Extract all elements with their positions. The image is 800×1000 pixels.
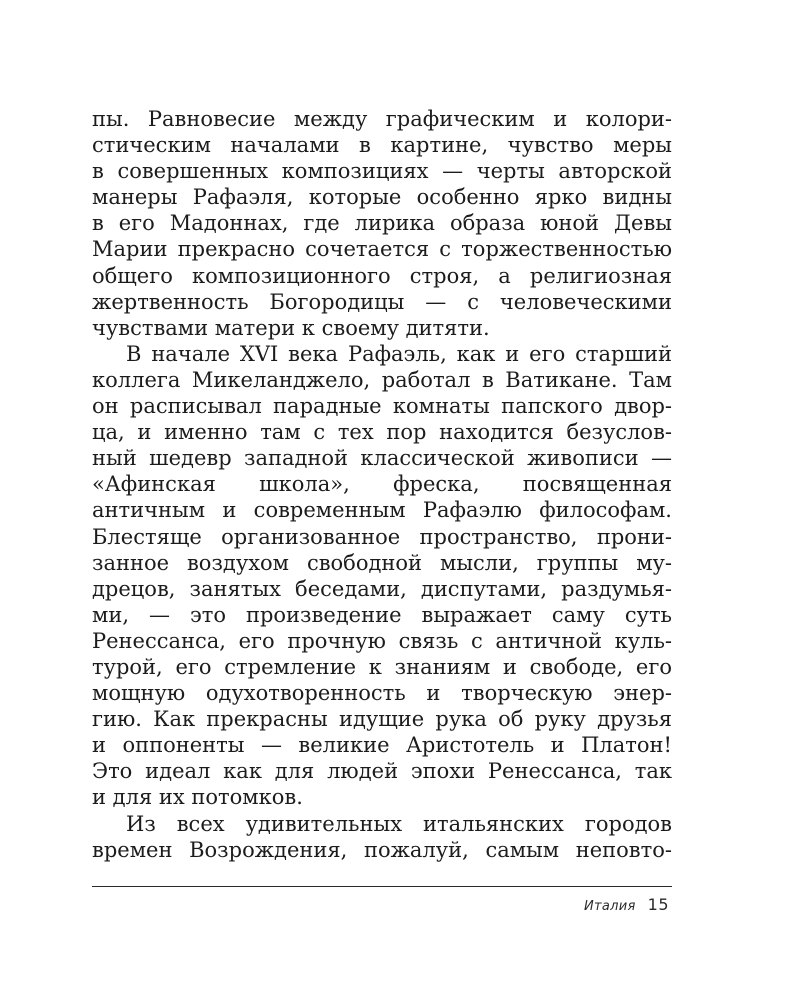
text-line: времен Возрождения, пожалуй, самым неповто- bbox=[92, 837, 672, 862]
text-line: манеры Рафаэля, которые особенно ярко видны bbox=[92, 185, 672, 210]
text-line: ца, и именно там с тех пор находится безуслов- bbox=[92, 420, 672, 445]
text-line: занное воздухом свободной мысли, группы му- bbox=[92, 550, 672, 575]
paragraph-end-line: и для их потомков. bbox=[92, 785, 303, 810]
text-line: коллега Микеланджело, работал в Ватикане. Там bbox=[92, 367, 672, 392]
footer-divider bbox=[92, 886, 672, 887]
text-line: стическим началами в картине, чувство меры bbox=[92, 133, 672, 158]
paragraph-first-line: В начале XVI века Рафаэль, как и его старший bbox=[126, 341, 672, 366]
text-line: турой, его стремление к знаниям и свободе, его bbox=[92, 654, 672, 679]
text-line: Ренессанса, его прочную связь с античной куль- bbox=[92, 628, 672, 653]
text-line: ми, — это произведение выражает саму суть bbox=[92, 602, 672, 627]
text-line: гию. Как прекрасны идущие рука об руку друзья bbox=[92, 707, 672, 732]
body-text bbox=[92, 106, 672, 863]
text-line: Марии прекрасно сочетается с торжественностью bbox=[92, 237, 672, 262]
text-line: и оппоненты — великие Аристотель и Платон! bbox=[92, 733, 672, 758]
text-line: общего композиционного строя, а религиозная bbox=[92, 263, 672, 288]
text-line: Блестяще организованное пространство, прони- bbox=[92, 524, 672, 549]
paragraph-end-line: чувствами матери к своему дитяти. bbox=[92, 315, 490, 340]
page-number: 15 bbox=[647, 895, 669, 914]
paragraph-first-line: Из всех удивительных итальянских городов bbox=[126, 811, 672, 836]
text-line: в его Мадоннах, где лирика образа юной Девы bbox=[92, 211, 672, 236]
text-line: Это идеал как для людей эпохи Ренессанса, так bbox=[92, 759, 672, 784]
page-footer bbox=[92, 893, 669, 919]
text-line: он расписывал парадные комнаты папского двор- bbox=[92, 394, 672, 419]
running-head: Италия bbox=[583, 899, 636, 914]
text-line: «Афинская школа», фреска, посвященная bbox=[92, 472, 672, 497]
text-line: ный шедевр западной классической живописи — bbox=[92, 446, 672, 471]
text-line: в совершенных композициях — черты авторской bbox=[92, 159, 672, 184]
text-line: пы. Равновесие между графическим и колори- bbox=[92, 107, 672, 131]
text-line: дрецов, занятых беседами, диспутами, раздумья- bbox=[92, 576, 672, 601]
text-line: античным и современным Рафаэлю философам. bbox=[92, 498, 672, 523]
text-line: жертвенность Богородицы — с человеческими bbox=[92, 289, 672, 314]
text-line: мощную одухотворенность и творческую энер- bbox=[92, 681, 672, 706]
